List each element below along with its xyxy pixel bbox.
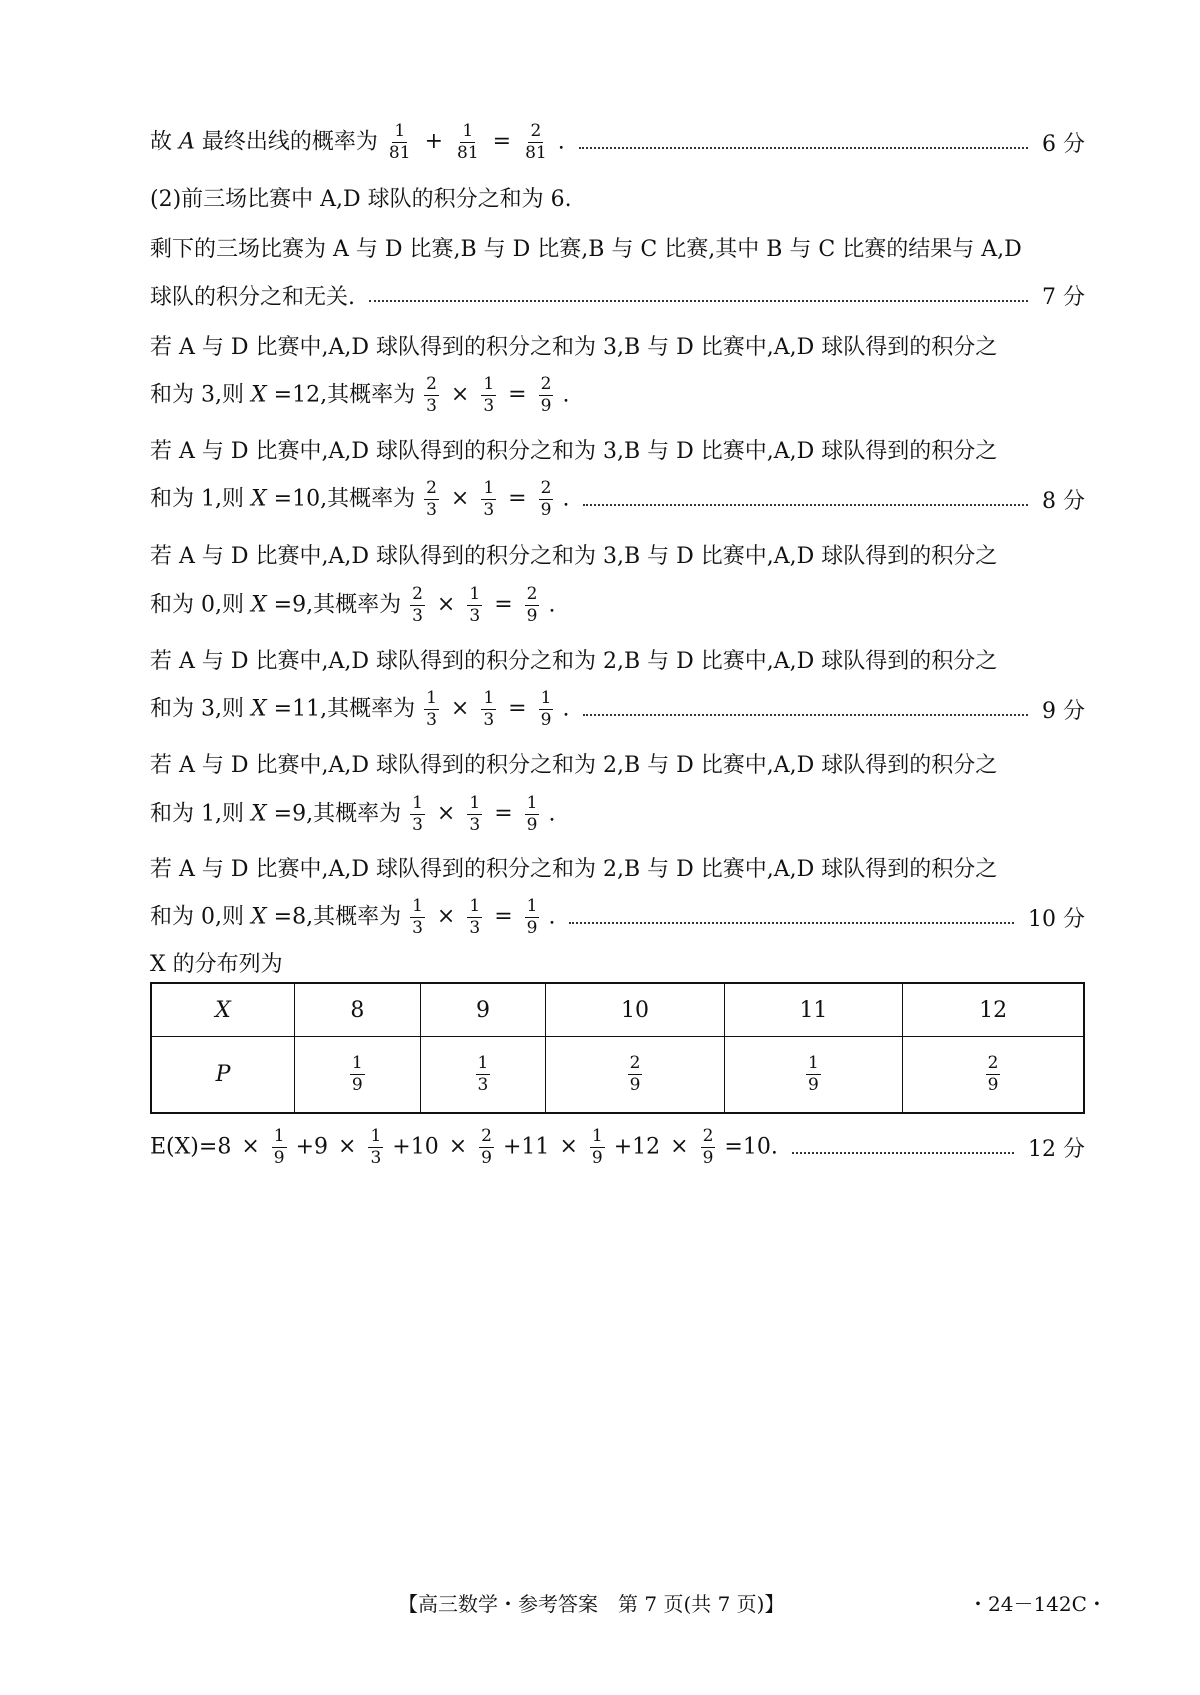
fraction — [539, 477, 554, 520]
line-prefix: 和为 3,则 — [150, 696, 251, 721]
denominator: 9 — [481, 1147, 492, 1168]
period: . — [562, 486, 570, 511]
dot-leader — [583, 504, 1028, 506]
numerator: 1 — [426, 687, 437, 708]
line-text: 若 A 与 D 比赛中,A,D 球队得到的积分之和为 3,B 与 D 比赛中,A,D 球队得到的积分之 — [150, 334, 998, 360]
score-label: 12 分 — [1028, 1136, 1085, 1162]
text-line — [150, 170, 1085, 224]
operator: × — [450, 696, 470, 721]
operator: × — [450, 486, 470, 511]
denominator: 9 — [273, 1147, 285, 1168]
fraction — [539, 687, 554, 730]
operator: = — [494, 904, 513, 929]
line-text: 剩下的三场比赛为 A 与 D 比赛,B 与 D 比赛,B 与 C 比赛,其中 B 与 C 比赛的结果与 A,D — [150, 236, 1022, 262]
fraction — [387, 120, 413, 163]
table-cell — [903, 1037, 1084, 1114]
line-text: =9,其概率为 — [273, 801, 402, 826]
denominator: 3 — [426, 395, 437, 416]
table-cell: 12 — [903, 983, 1084, 1037]
text-line — [150, 368, 1085, 422]
denominator: 9 — [351, 1075, 363, 1095]
line-text: 若 A 与 D 比赛中,A,D 球队得到的积分之和为 2,B 与 D 比赛中,A,D 球队得到的积分之 — [150, 752, 998, 778]
numerator: 2 — [530, 120, 542, 141]
fraction — [986, 1055, 1001, 1094]
numerator: 2 — [540, 477, 552, 498]
denominator: 3 — [469, 917, 481, 938]
term-text: =10. — [724, 1134, 778, 1159]
operator: = — [508, 382, 527, 407]
fraction — [525, 792, 540, 835]
denominator: 3 — [426, 499, 437, 520]
period: . — [548, 592, 556, 617]
numerator: 1 — [477, 1053, 489, 1073]
numerator: 1 — [591, 1125, 603, 1146]
line-text: =9,其概率为 — [273, 592, 402, 617]
line-prefix: 故 — [150, 129, 173, 154]
math-variable: X — [250, 801, 267, 826]
fraction — [350, 1055, 365, 1094]
period: . — [548, 801, 556, 826]
numerator: 1 — [370, 1125, 382, 1146]
fraction — [410, 792, 425, 835]
fraction — [467, 895, 482, 938]
text-line — [150, 578, 1085, 632]
fraction — [806, 1055, 821, 1094]
line-text: =12,其概率为 — [273, 382, 416, 407]
denominator: 3 — [412, 605, 423, 626]
denominator: 3 — [477, 1075, 489, 1095]
denominator: 9 — [540, 709, 552, 730]
table-header-cell: P — [151, 1037, 295, 1114]
fraction — [481, 477, 496, 520]
numerator: 1 — [412, 792, 423, 813]
denominator: 9 — [540, 395, 552, 416]
numerator: 1 — [483, 687, 495, 708]
footer-code: ・24－142C・ — [968, 1592, 1107, 1616]
period: . — [557, 129, 565, 154]
table-row — [151, 1037, 1084, 1114]
line-text: =11,其概率为 — [273, 696, 416, 721]
operator: = — [494, 592, 513, 617]
denominator: 3 — [483, 499, 495, 520]
line-text: =10,其概率为 — [273, 486, 416, 511]
text-line — [150, 840, 1085, 894]
denominator: 3 — [469, 605, 481, 626]
numerator: 1 — [351, 1053, 363, 1073]
table-cell: 10 — [546, 983, 724, 1037]
operator: = — [494, 801, 513, 826]
denominator: 9 — [526, 814, 538, 835]
numerator: 1 — [273, 1125, 285, 1146]
fraction — [424, 687, 439, 730]
text-line — [150, 787, 1085, 841]
operator: × — [436, 801, 456, 826]
denominator: 3 — [426, 709, 437, 730]
fraction — [410, 583, 425, 626]
table-cell — [724, 1037, 902, 1114]
line-text: 最终出线的概率为 — [201, 129, 378, 154]
operator: × — [450, 382, 470, 407]
dot-leader — [792, 1152, 1014, 1154]
term-text: +12 — [613, 1134, 661, 1159]
table-cell — [546, 1037, 724, 1114]
table-cell: 11 — [724, 983, 902, 1037]
table-row — [151, 983, 1084, 1037]
period: . — [562, 382, 570, 407]
fraction — [628, 1055, 643, 1094]
numerator: 1 — [526, 895, 538, 916]
fraction — [590, 1125, 605, 1168]
numerator: 2 — [987, 1053, 999, 1073]
math-variable: X — [250, 904, 267, 929]
numerator: 1 — [540, 687, 552, 708]
fraction — [539, 373, 554, 416]
fraction — [481, 373, 496, 416]
period: . — [562, 696, 570, 721]
fraction — [410, 895, 425, 938]
numerator: 1 — [483, 373, 495, 394]
denominator: 3 — [469, 814, 481, 835]
operator: + — [424, 129, 443, 154]
fraction — [455, 120, 481, 163]
math-variable: A — [179, 129, 195, 154]
dot-leader — [569, 922, 1014, 924]
math-variable: X — [250, 382, 267, 407]
table-header-cell: X — [151, 983, 295, 1037]
text-line — [150, 632, 1085, 686]
denominator: 9 — [808, 1075, 819, 1095]
numerator: 2 — [702, 1125, 714, 1146]
table-cell — [420, 1037, 546, 1114]
text-line — [150, 220, 1085, 274]
operator: × — [436, 592, 456, 617]
term-text: +11 — [503, 1134, 550, 1159]
numerator: 1 — [483, 477, 495, 498]
denominator: 81 — [457, 142, 479, 163]
denominator: 9 — [526, 605, 538, 626]
footer-title: 【高三数学・参考答案 第 7 页(共 7 页)】 — [398, 1592, 785, 1616]
denominator: 9 — [540, 499, 552, 520]
denominator: 9 — [629, 1075, 641, 1095]
denominator: 9 — [526, 917, 538, 938]
numerator: 1 — [412, 895, 423, 916]
numerator: 1 — [808, 1053, 819, 1073]
fraction — [467, 583, 482, 626]
operator: = — [508, 696, 527, 721]
line-text: (2)前三场比赛中 A,D 球队的积分之和为 6. — [150, 186, 572, 212]
denominator: 81 — [525, 142, 547, 163]
numerator: 1 — [469, 583, 481, 604]
line-text: 球队的积分之和无关. — [150, 284, 355, 310]
text-line — [150, 422, 1085, 476]
operator: × — [436, 904, 456, 929]
distribution-table — [150, 982, 1085, 1114]
numerator: 1 — [469, 792, 481, 813]
numerator: 1 — [469, 895, 481, 916]
line-text: 若 A 与 D 比赛中,A,D 球队得到的积分之和为 3,B 与 D 比赛中,A,D 球队得到的积分之 — [150, 438, 998, 464]
numerator: 1 — [526, 792, 538, 813]
score-label: 6 分 — [1042, 131, 1085, 157]
line-text: =8,其概率为 — [273, 904, 402, 929]
denominator: 3 — [483, 709, 495, 730]
term-text: +9 — [295, 1134, 329, 1159]
math-variable: X — [250, 486, 267, 511]
line-prefix: 和为 3,则 — [150, 382, 251, 407]
denominator: 81 — [388, 142, 411, 163]
operator: × — [670, 1134, 689, 1159]
text-line — [150, 527, 1085, 581]
text-line — [150, 736, 1085, 790]
fraction — [368, 1125, 383, 1168]
numerator: 2 — [412, 583, 423, 604]
fraction — [476, 1055, 491, 1094]
fraction — [525, 895, 540, 938]
text-line — [150, 472, 1085, 526]
denominator: 9 — [591, 1147, 603, 1168]
denominator: 9 — [702, 1147, 714, 1168]
dot-leader — [579, 147, 1028, 149]
text-line — [150, 682, 1085, 736]
numerator: 2 — [540, 373, 552, 394]
score-label: 8 分 — [1042, 488, 1085, 514]
text-line — [150, 268, 1085, 322]
line-prefix: 和为 0,则 — [150, 904, 251, 929]
fraction — [523, 120, 549, 163]
fraction — [424, 477, 439, 520]
line-text: 若 A 与 D 比赛中,A,D 球队得到的积分之和为 2,B 与 D 比赛中,A,D 球队得到的积分之 — [150, 648, 998, 674]
numerator: 1 — [394, 120, 406, 141]
dot-leader — [583, 714, 1028, 716]
fraction — [525, 583, 540, 626]
numerator: 2 — [426, 477, 437, 498]
line-prefix: 和为 1,则 — [150, 486, 251, 511]
operator: × — [448, 1134, 468, 1159]
line-text: 若 A 与 D 比赛中,A,D 球队得到的积分之和为 2,B 与 D 比赛中,A,D 球队得到的积分之 — [150, 856, 998, 882]
line-prefix: 和为 0,则 — [150, 592, 251, 617]
numerator: 2 — [481, 1125, 492, 1146]
math-variable: X — [250, 592, 267, 617]
numerator: 1 — [462, 120, 474, 141]
score-label: 10 分 — [1028, 906, 1085, 932]
fraction — [424, 373, 439, 416]
table-cell — [295, 1037, 421, 1114]
score-label: 7 分 — [1042, 284, 1085, 310]
operator: = — [508, 486, 527, 511]
fraction — [272, 1125, 287, 1168]
expectation-lhs: E(X)=8 — [150, 1134, 232, 1159]
denominator: 3 — [483, 395, 495, 416]
operator: × — [338, 1134, 357, 1159]
denominator: 9 — [987, 1075, 999, 1095]
fraction — [481, 687, 496, 730]
operator: = — [492, 129, 512, 154]
text-line — [150, 935, 1085, 989]
denominator: 3 — [412, 814, 423, 835]
table-cell: 8 — [295, 983, 421, 1037]
text-line — [150, 318, 1085, 372]
fraction — [479, 1125, 494, 1168]
term-text: +10 — [392, 1134, 439, 1159]
denominator: 3 — [370, 1147, 382, 1168]
text-line — [150, 115, 1085, 169]
dot-leader — [369, 300, 1028, 302]
period: . — [548, 904, 556, 929]
operator: × — [241, 1134, 260, 1159]
denominator: 3 — [412, 917, 423, 938]
line-text: 若 A 与 D 比赛中,A,D 球队得到的积分之和为 3,B 与 D 比赛中,A,D 球队得到的积分之 — [150, 543, 998, 569]
table-cell: 9 — [420, 983, 546, 1037]
numerator: 2 — [629, 1053, 641, 1073]
fraction — [467, 792, 482, 835]
fraction — [701, 1125, 716, 1168]
operator: × — [559, 1134, 578, 1159]
score-label: 9 分 — [1042, 698, 1085, 724]
numerator: 2 — [526, 583, 538, 604]
line-text: X 的分布列为 — [150, 951, 283, 977]
numerator: 2 — [426, 373, 437, 394]
math-variable: X — [250, 696, 267, 721]
expectation-line — [150, 1120, 1085, 1174]
line-prefix: 和为 1,则 — [150, 801, 251, 826]
